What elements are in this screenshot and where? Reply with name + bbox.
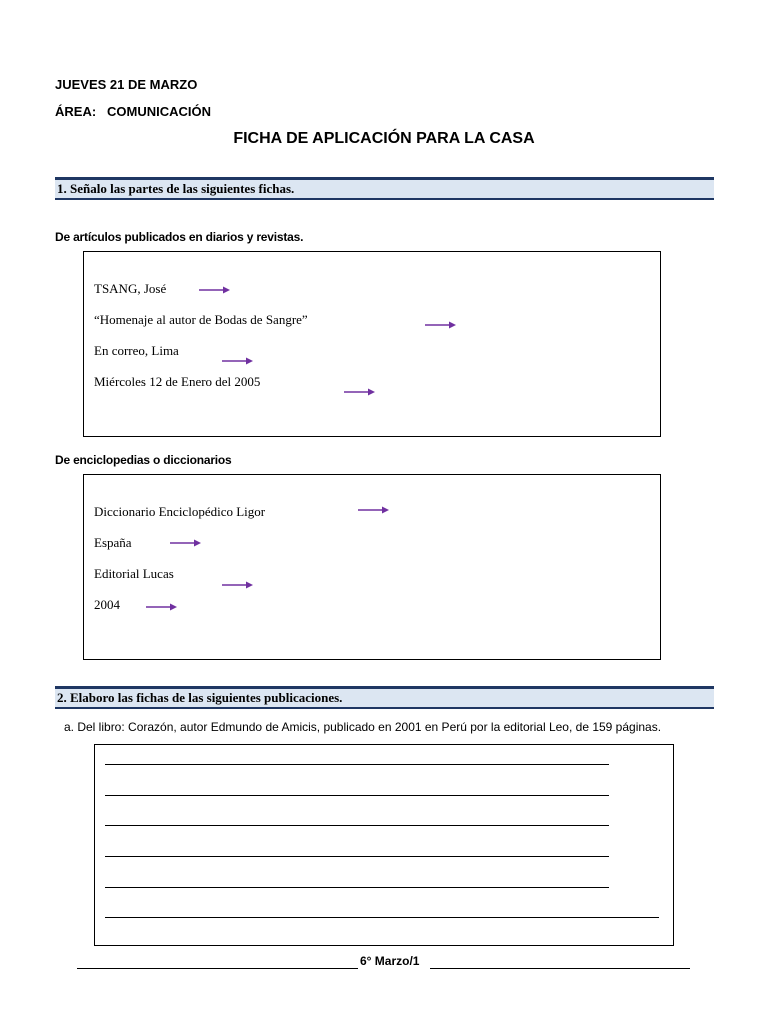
card-2-line-title: Diccionario Enciclopédico Ligor [94, 504, 266, 519]
arrow-right-icon [344, 388, 376, 396]
card-1-line-title: “Homenaje al autor de Bodas de Sangre” [94, 312, 308, 327]
section-1-heading: 1. Señalo las partes de las siguientes fichas. [55, 177, 714, 200]
answer-line[interactable] [105, 764, 609, 765]
answer-line[interactable] [105, 856, 609, 857]
area-value: COMUNICACIÓN [107, 104, 212, 119]
footer-rule-right [430, 968, 690, 969]
card-1-box [83, 251, 661, 437]
item-a-instruction: a. Del libro: Corazón, autor Edmundo de Amicis, publicado en 2001 en Perú por la editorial Leo, de 159 páginas. [64, 720, 662, 734]
card-2-box [83, 474, 661, 660]
footer-page-label: 6° Marzo/1 [360, 954, 420, 968]
section-2-heading: 2. Elaboro las fichas de las siguientes publicaciones. [55, 686, 714, 709]
footer-rule-left [77, 968, 358, 969]
arrow-right-icon [170, 539, 202, 547]
card-1-line-publication: En correo, Lima [94, 343, 179, 358]
answer-line[interactable] [105, 795, 609, 796]
arrow-right-icon [199, 286, 231, 294]
card-2-label: De enciclopedias o diccionarios [55, 453, 232, 467]
date-heading: JUEVES 21 DE MARZO [55, 77, 198, 92]
card-1-label: De artículos publicados en diarios y revistas. [55, 230, 304, 244]
arrow-right-icon [222, 357, 254, 365]
answer-line[interactable] [105, 887, 609, 888]
answer-line[interactable] [105, 825, 609, 826]
answer-line[interactable] [105, 917, 659, 918]
arrow-right-icon [146, 603, 178, 611]
arrow-right-icon [222, 581, 254, 589]
card-2-line-publisher: Editorial Lucas [94, 566, 174, 581]
area-label: ÁREA: [55, 104, 97, 119]
area-heading [55, 104, 211, 119]
card-1-line-author: TSANG, José [94, 281, 167, 296]
card-2-line-year: 2004 [94, 597, 120, 612]
answer-box[interactable] [94, 744, 674, 946]
card-2-line-place: España [94, 535, 132, 550]
page-title: FICHA DE APLICACIÓN PARA LA CASA [233, 130, 535, 147]
card-1-line-date: Miércoles 12 de Enero del 2005 [94, 374, 261, 389]
arrow-right-icon [425, 321, 457, 329]
arrow-right-icon [358, 506, 390, 514]
